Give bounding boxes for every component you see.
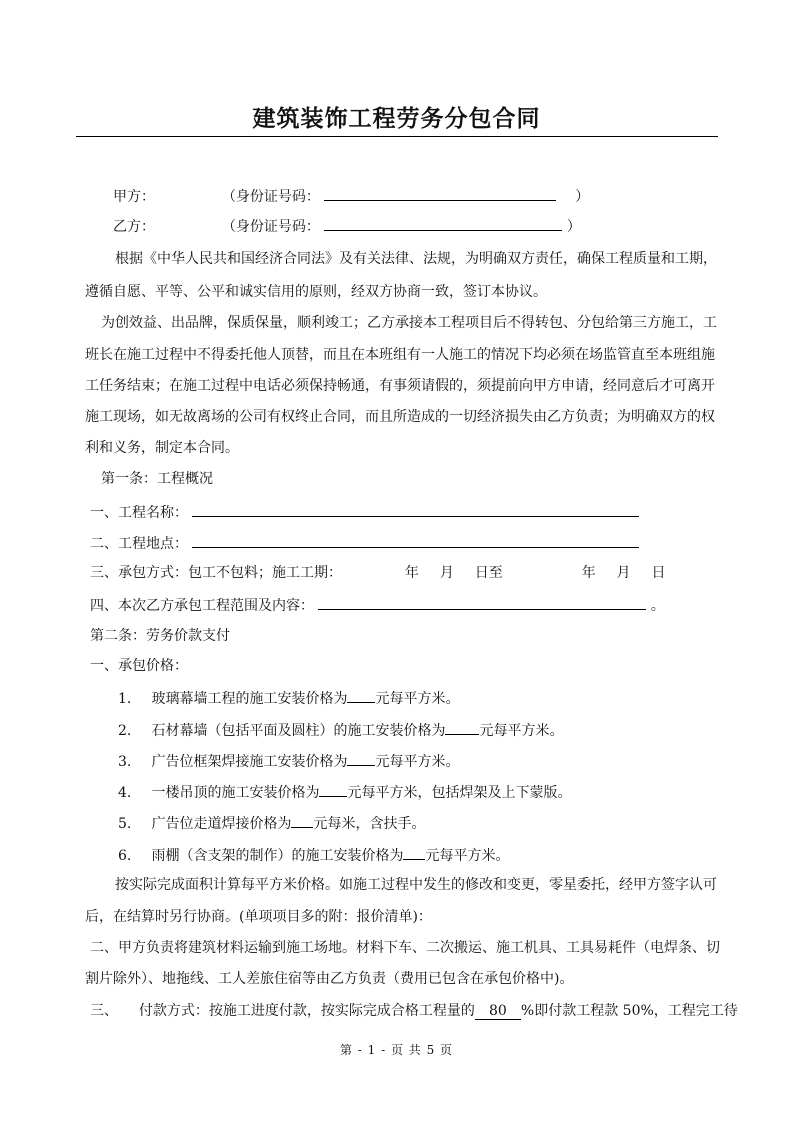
party-b-id-blank: [324, 215, 562, 231]
intro-p2-line2: 班长在施工过程中不得委托他人顶替，而且在本班组有一人施工的情况下均必须在场监管直至本班组施: [85, 347, 715, 363]
article1-heading: 第一条：工程概况: [101, 471, 213, 487]
price-item-2: [118, 719, 563, 741]
materials-line1: 二、甲方负责将建筑材料运输到施工场地。材料下车、二次搬运、施工机具、工具易耗件（电焊条、切: [90, 940, 720, 956]
start-month-label: 月: [439, 565, 454, 581]
price-item-4-num: 4.: [118, 785, 132, 801]
project-location-blank: [192, 532, 639, 548]
price-item-6-num: 6.: [118, 848, 132, 864]
price-item-6-unit: 元每平方米。: [425, 848, 510, 864]
payment-text-rest: %即付款工程款 50%，工程完工待: [520, 1003, 738, 1019]
price-item-6: [118, 844, 509, 866]
price-item-1-num: 1.: [118, 691, 132, 707]
price-item-5-blank: [291, 812, 313, 828]
contract-method-label: 三、承包方式：包工不包料；施工工期：: [90, 565, 342, 581]
end-year-label: 年: [581, 565, 596, 581]
payment-percent-value: 80: [475, 1003, 521, 1020]
price-item-1: [118, 687, 459, 709]
calc-line1: 按实际完成面积计算每平方米价格。如施工过程中发生的修改和变更，零星委托，经甲方签字认可: [115, 877, 717, 893]
price-item-6-text: 雨棚（含支架的制作）的施工安装价格为: [151, 848, 404, 864]
party-b-close: ）: [566, 219, 581, 235]
price-heading: 一、承包价格：: [90, 658, 188, 674]
project-location-label: 二、工程地点：: [90, 536, 188, 552]
intro-p1-line2: 遵循自愿、平等、公平和诚实信用的原则，经双方协商一致，签订本协议。: [85, 284, 547, 300]
price-item-4: [118, 781, 571, 803]
price-item-5-text: 广告位走道焊接价格为: [151, 816, 292, 832]
title-underline: [76, 136, 718, 137]
contract-method-line: [90, 563, 665, 583]
page-footer: 第 - 1 - 页 共 5 页: [339, 1043, 454, 1057]
scope-blank: [318, 594, 646, 610]
scope-line: [90, 594, 665, 616]
price-item-6-blank: [403, 844, 425, 860]
calc-line2: 后，在结算时另行协商。(单项项目多的附：报价清单)：: [85, 909, 432, 925]
party-a-id-blank: [324, 185, 556, 201]
party-a-close: ）: [575, 189, 590, 205]
party-a-id-label: （身份证号码：: [221, 189, 320, 205]
start-day-label: 日至: [474, 565, 503, 581]
party-a-line: [113, 185, 589, 207]
price-item-5-unit: 元每米，含扶手。: [313, 816, 426, 832]
price-item-2-unit: 元每平方米。: [479, 723, 564, 739]
scope-label: 四、本次乙方承包工程范围及内容：: [90, 598, 314, 614]
party-b-line: [113, 215, 581, 237]
price-item-2-blank: [445, 719, 479, 735]
intro-p2-line4: 施工现场，如无故离场的公司有权终止合同，而且所造成的一切经济损失由乙方负责；为明确双方的权: [85, 409, 715, 425]
price-item-4-blank: [319, 781, 347, 797]
project-name-line: [90, 501, 639, 523]
price-item-3-text: 广告位框架焊接施工安装价格为: [151, 754, 348, 770]
intro-p2-line5: 利和义务，制定本合同。: [85, 440, 239, 456]
price-item-3-unit: 元每平方米。: [375, 754, 460, 770]
end-month-label: 月: [616, 565, 631, 581]
price-item-3: [118, 750, 459, 772]
price-item-4-text: 一楼吊顶的施工安装价格为: [151, 785, 320, 801]
intro-p2-line1: 为创效益、出品牌，保质保量，顺利竣工；乙方承接本工程项目后不得转包、分包给第三方施工，工: [101, 315, 717, 331]
price-item-1-text: 玻璃幕墙工程的施工安装价格为: [151, 691, 348, 707]
price-item-3-num: 3.: [118, 754, 132, 770]
price-item-5: [118, 812, 425, 834]
project-location-line: [90, 532, 639, 554]
end-day-label: 日: [651, 565, 666, 581]
price-item-1-unit: 元每平方米。: [375, 691, 460, 707]
price-item-2-text: 石材幕墙（包括平面及圆柱）的施工安装价格为: [151, 723, 446, 739]
scope-end: 。: [650, 598, 665, 614]
article2-heading: 第二条：劳务价款支付: [90, 628, 230, 644]
project-name-blank: [192, 501, 639, 517]
price-item-2-num: 2.: [118, 723, 132, 739]
document-title: 建筑装饰工程劳务分包合同: [252, 106, 541, 132]
intro-p1-line1: 根据《中华人民共和国经济合同法》及有关法律、法规，为明确双方责任，确保工程质量和工期，: [115, 251, 717, 267]
payment-line: [90, 1001, 738, 1021]
materials-line2: 割片除外）、地拖线、工人差旅住宿等由乙方负责（费用已包含在承包价格中)。: [85, 971, 574, 987]
project-name-label: 一、工程名称：: [90, 505, 188, 521]
start-year-label: 年: [404, 565, 419, 581]
payment-label: 三、: [90, 1003, 118, 1019]
party-b-id-label: （身份证号码：: [221, 219, 320, 235]
intro-p2-line3: 工任务结束；在施工过程中电话必须保持畅通，有事须请假的，须提前向甲方申请，经同意后才可离开: [85, 378, 715, 394]
price-item-3-blank: [347, 750, 375, 766]
price-item-5-num: 5.: [118, 816, 132, 832]
party-b-label: 乙方：: [113, 219, 155, 235]
party-a-label: 甲方：: [113, 189, 155, 205]
payment-text: 付款方式：按施工进度付款，按实际完成合格工程量的: [138, 1003, 475, 1019]
price-item-1-blank: [347, 687, 375, 703]
price-item-4-unit: 元每平方米，包括焊架及上下蒙版。: [347, 785, 572, 801]
